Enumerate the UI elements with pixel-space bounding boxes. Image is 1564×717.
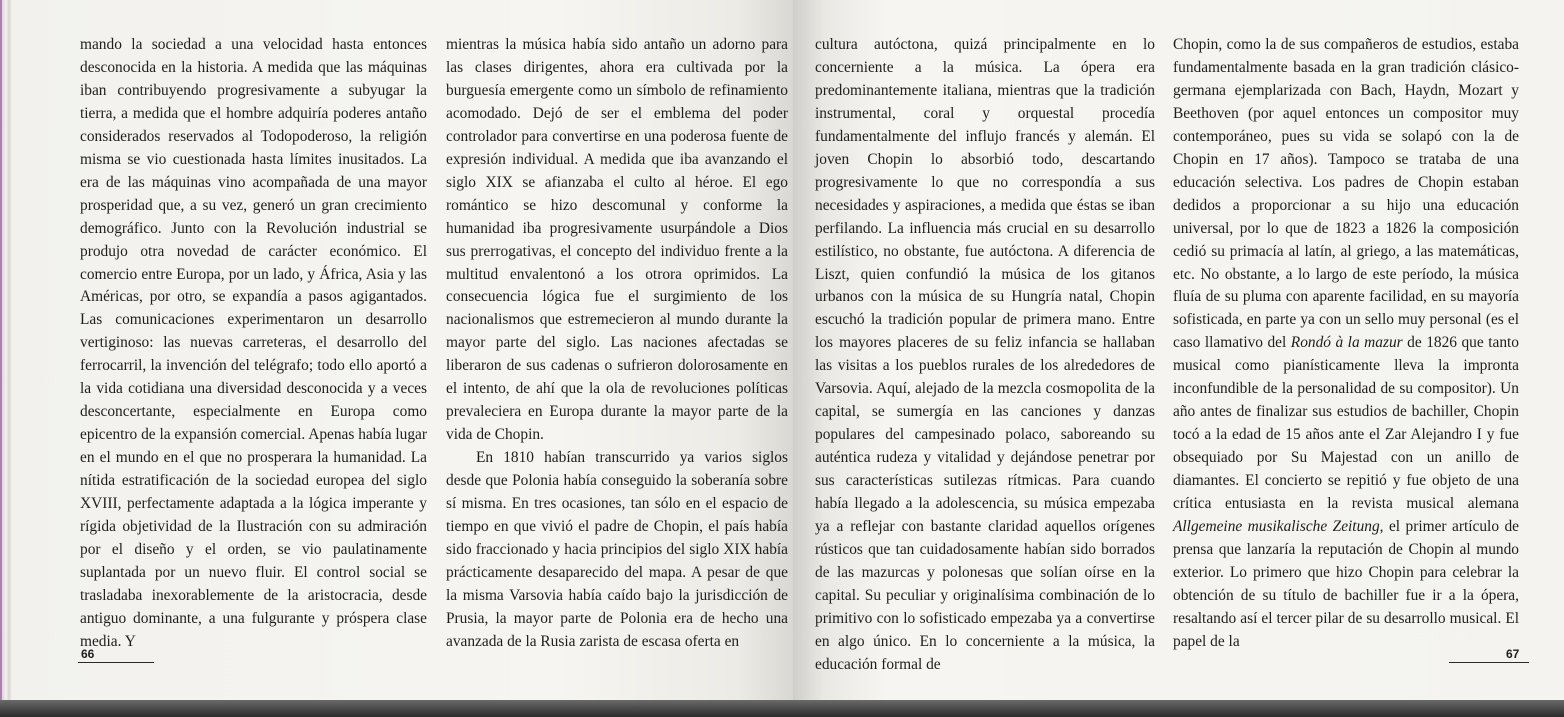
left-page-column-2 [446, 34, 788, 654]
text-run: , el primer artículo de prensa que lanzaría la reputación de Chopin al mundo exterior. Lo primero que hizo Chopin para celebrar la obtención de su título de bachiller fue ir a la ópera, resaltando así el tercer pilar de su desarrollo musical. El papel de la [1173, 518, 1520, 650]
body-paragraph: cultura autóctona, quizá principalmente en lo concerniente a la música. La ópera era predominantemente italiana, mientras que la tradición instrumental, coral y orquestal procedía fundamentalmente del influjo francés y alemán. El joven Chopin lo absorbió todo, descartando progresivamente lo que no correspondía a sus necesidades y aspiraciones, a medida que éstas se iban perfilando. La influencia más crucial en su desarrollo estilístico, no obstante, fue autóctona. A diferencia de Liszt, quien confundió la música de los gitanos urbanos con la música de su Hungría natal, Chopin escuchó la tradición popular de primera mano. Entre los mayores placeres de su feliz infancia se hallaban las visitas a los pueblos rurales de los alrededores de Varsovia. Aquí, alejado de la mezcla cosmopolita de la capital, se sumergía en las canciones y danzas populares del campesinado polaco, saboreando su auténtica rudeza y vitalidad y dejándose penetrar por sus características sutilezas rítmicas. Para cuando había llegado a la adolescencia, su música empezaba ya a reflejar con bastante claridad aquellos orígenes rústicos que tan cuidadosamente habían sido borrados de las mazurcas y polonesas que solían oírse en la capital. Su peculiar y originalísima combinación de lo primitivo con lo sofisticado empezaba ya a convertirse en algo único. En lo concerniente a la música, la educación formal de [815, 36, 1155, 673]
text-run: Chopin, como la de sus compañeros de estudios, estaba fundamentalmente basada en la gran tradición clásico-germana ejemplarizada con Bach, Haydn, Mozart y Beethoven (por aquel entonces un compositor muy contemporáneo, pues su vida se solapó con la de Chopin en 17 años). Tampoco se trataba de una educación selectiva. Los padres de Chopin estaban dedidos a proporcionar a su hijo una educación universal, por lo que de 1823 a 1826 la composición cedió su primacía al latín, al griego, a las matemáticas, etc. No obstante, a lo largo de este período, la música fluía de su pluma con aparente facilidad, en su mayoría sofisticada, en parte ya con un sello muy personal (es el caso llamativo del [1173, 36, 1519, 352]
body-paragraph [1173, 34, 1519, 654]
right-page [793, 0, 1564, 700]
right-page-column-2 [1173, 34, 1519, 654]
right-page-column-1 [815, 34, 1155, 677]
journal-title: Allgemeine musikalische Zeitung [1173, 518, 1380, 536]
body-paragraph: En 1810 habían transcurrido ya varios siglos desde que Polonia había conseguido la soberanía sobre sí misma. En tres ocasiones, tan sólo en el espacio de tiempo en que vivió el padre de Chopin, el país había sido fraccionado y hacia principios del siglo XIX había prácticamente desaparecido del mapa. A pesar de que la misma Varsovia había caído bajo la jurisdicción de Prusia, la mayor parte de Polonia era de hecho una avanzada de la Rusia zarista de escasa oferta en [446, 449, 788, 650]
left-page [0, 0, 793, 700]
page-number: 67 [1506, 647, 1520, 661]
book-cover-edge [0, 700, 1564, 717]
page-number-rule [78, 662, 154, 663]
left-page-column-1 [80, 34, 427, 654]
page-edge-tabs [0, 0, 12, 700]
text-run: de 1826 que tanto musical como pianísticamente lleva la impronta inconfundible de la personalidad de su compositor). Un año antes de finalizar sus estudios de bachiller, Chopin tocó a la edad de 15 años ante el Zar Alejandro I y fue obsequiado por Su Majestad con un anillo de diamantes. El concierto se repitió y fue objeto de una crítica entusiasta en la revista musical alemana [1173, 334, 1519, 513]
body-paragraph: mientras la música había sido antaño un adorno para las clases dirigentes, ahora era cultivada por la burguesía emergente como un símbolo de refinamiento acomodado. Dejó de ser el emblema del poder controlador para convertirse en una poderosa fuente de expresión individual. A medida que iba avanzando el siglo XIX se afianzaba el culto al héroe. El ego romántico se hizo descomunal y conforme la humanidad iba progresivamente usurpándole a Dios sus prerrogativas, el concepto del individuo frente a la multitud envalentonó a los otrora oprimidos. La consecuencia lógica fue el surgimiento de los nacionalismos que estremecieron al mundo durante la mayor parte del siglo. Las naciones afectadas se liberaron de sus cadenas o sufrieron dolorosamente en el intento, de ahí que la ola de revoluciones políticas prevaleciera en Europa durante la mayor parte de la vida de Chopin. [446, 36, 788, 444]
page-number: 66 [81, 647, 95, 661]
body-paragraph: mando la sociedad a una velocidad hasta entonces desconocida en la historia. A medida que las máquinas iban contribuyendo progresivamente a subyugar la tierra, a medida que el hombre adquiría poderes antaño considerados reservados al Todopoderoso, la religión misma se vio cuestionada hasta límites inusitados. La era de las máquinas vino acompañada de una mayor prosperidad que, a su vez, generó un gran crecimiento demográfico. Junto con la Revolución industrial se produjo otra novedad de carácter económico. El comercio entre Europa, por un lado, y África, Asia y las Américas, por otro, se expandía a pasos agigantados. Las comunicaciones experimentaron un desarrollo vertiginoso: las nuevas carreteras, el desarrollo del ferrocarril, la invención del telégrafo; todo ello aportó a la vida cotidiana una diversidad desconocida y a veces desconcertante, especialmente en Europa como epicentro de la expansión comercial. Apenas había lugar en el mundo en el que no prosperara la humanidad. La nítida estratificación de la sociedad europea del siglo XVIII, perfectamente adaptada a la lógica imperante y rígida objetividad de la Ilustración con su admiración por el diseño y el orden, se vio paulatinamente suplantada por un nuevo fluir. El control social se trasladaba inexorablemente de la aristocracia, desde antiguo dominante, a una fulgurante y próspera clase media. Y [80, 36, 428, 650]
work-title: Rondó à la mazur [1290, 334, 1403, 352]
page-number-rule [1449, 662, 1529, 663]
